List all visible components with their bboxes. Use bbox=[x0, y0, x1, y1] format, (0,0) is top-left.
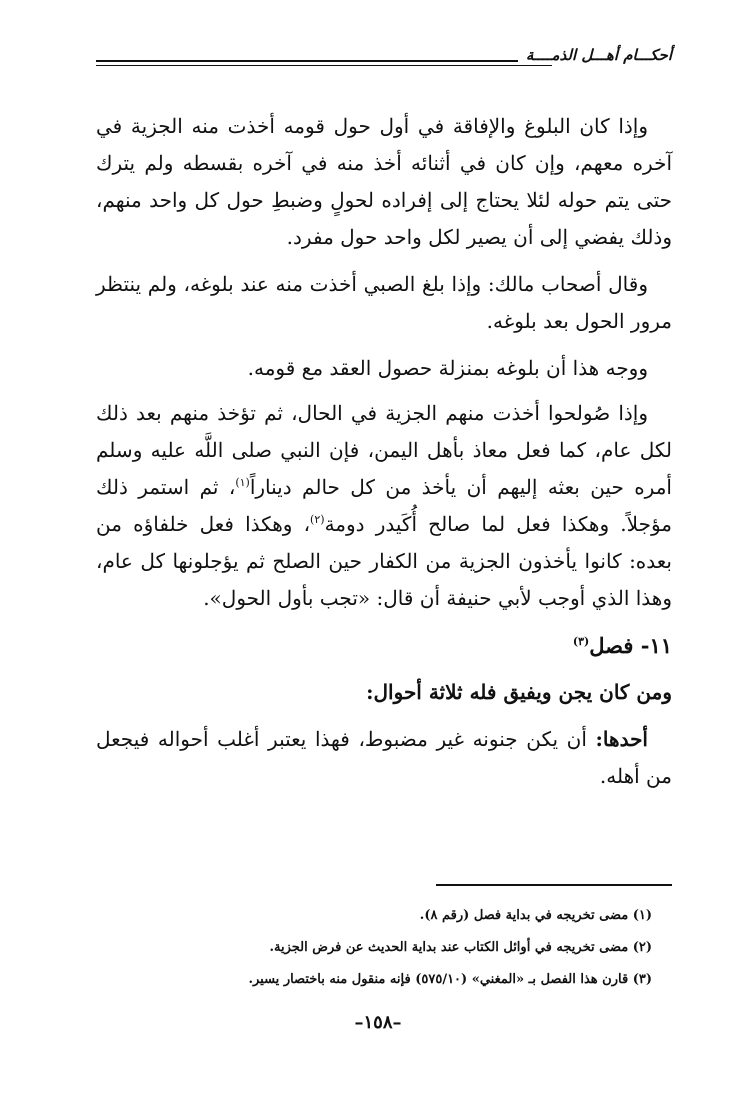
paragraph: وقال أصحاب مالك: وإذا بلغ الصبي أخذت منه عند بلوغه، ولم ينتظر مرور الحول بعد بلوغه. bbox=[96, 272, 672, 333]
footnote-ref: (٢) bbox=[310, 513, 325, 526]
footnote: (١) مضى تخريجه في بداية فصل (رقم ٨). bbox=[419, 908, 652, 923]
footnote: (٢) مضى تخريجه في أوائل الكتاب عند بداية الحديث عن فرض الجزية. bbox=[269, 940, 652, 955]
paragraph-with-footnotes bbox=[96, 395, 672, 617]
paragraph bbox=[96, 721, 672, 795]
paragraph: وإذا كان البلوغ والإفاقة في أول حول قومه أخذت منه الجزية في آخره معهم، وإن كان في أثنائه أخذ منه في آخره بقسطه ولم يترك حتى يتم حوله لئلا يحتاج إلى إفراده لحولٍ وضبطِ حول كل واحد منهم، وذلك يفضي إلى أن يصير لكل واحد حول مفرد. bbox=[96, 114, 672, 249]
page-number: –١٥٨– bbox=[354, 1012, 402, 1033]
header-rule bbox=[96, 60, 552, 66]
paragraph-text: وإذا صُولحوا أخذت منهم الجزية في الحال، ثم تؤخذ منهم بعد ذلك لكل عام، كما فعل معاذ بأهل اليمن، فإن النبي صلى اللَّه عليه وسلم أمره حين بعثه إليهم أن يأخذ من كل حالم ديناراً bbox=[96, 401, 672, 499]
footnote-ref: (١) bbox=[235, 476, 250, 489]
running-title: أحكـــام أهـــل الذمــــة bbox=[518, 46, 672, 64]
paragraph-lead: أحدها: bbox=[595, 727, 648, 751]
running-header bbox=[96, 46, 672, 80]
section-title: ١١- فصل bbox=[589, 633, 672, 658]
paragraph: ووجه هذا أن بلوغه بمنزلة حصول العقد مع قومه. bbox=[247, 356, 648, 380]
footnote: (٣) قارن هذا الفصل بـ «المغني» (٥٧٥/١٠) فإنه منقول منه باختصار يسير. bbox=[248, 972, 652, 987]
sub-heading: ومن كان يجن ويفيق فله ثلاثة أحوال: bbox=[366, 680, 672, 704]
paragraph-text: ، وهكذا فعل خلفاؤه من بعده: كانوا يأخذون الجزية من الكفار حين الصلح ثم يؤجلونها كل عام، وهذا الذي أوجب لأبي حنيفة أن قال: «تجب بأول الحول». bbox=[96, 512, 672, 610]
paragraph-text: أن يكن جنونه غير مضبوط، فهذا يعتبر أغلب أحواله فيجعل من أهله. bbox=[96, 727, 672, 788]
main-text bbox=[96, 108, 672, 805]
footnotes bbox=[96, 900, 652, 996]
section-heading bbox=[96, 627, 672, 664]
paragraph-text: ، ثم استمر ذلك مؤجلاً. وهكذا فعل لما صالح أُكَيدر دومة bbox=[96, 475, 672, 536]
footnote-ref: (٣) bbox=[572, 635, 590, 648]
footnote-separator bbox=[436, 884, 672, 886]
